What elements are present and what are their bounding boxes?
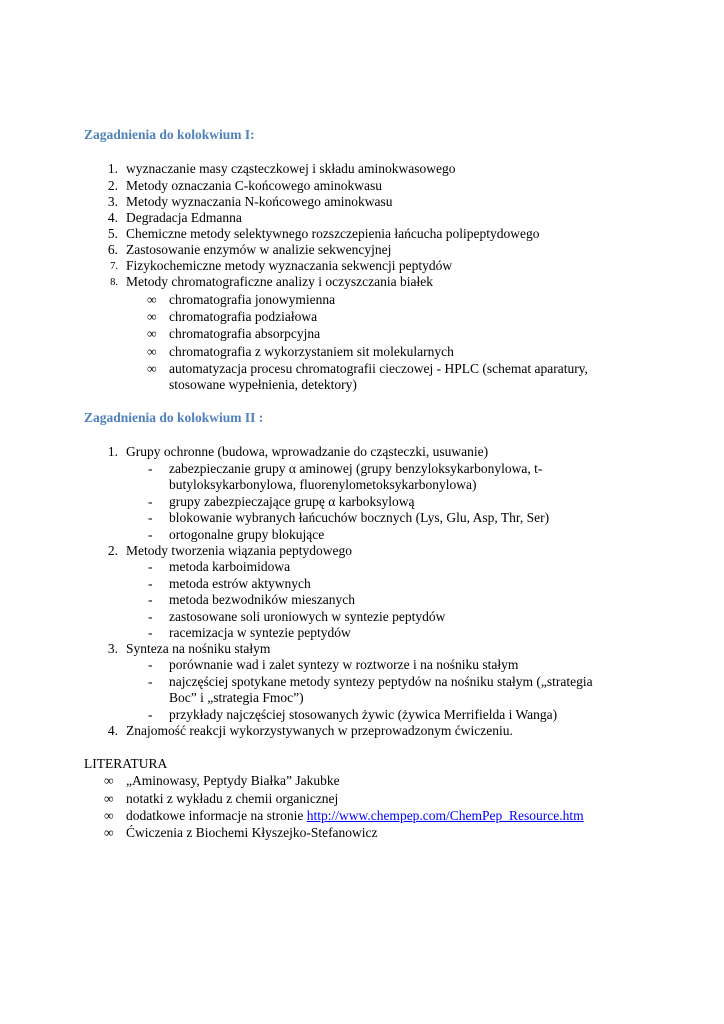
sub-list-item-continuation: Boc” i „strategia Fmoc”) — [169, 690, 304, 705]
section2-heading: Zagadnienia do kolokwium II : — [84, 410, 264, 425]
list-item: Metody oznaczania C-końcowego aminokwasu — [126, 178, 383, 193]
sub-list-item: blokowanie wybranych łańcuchów bocznych (Lys, Glu, Asp, Thr, Ser) — [169, 510, 550, 525]
list-item: Synteza na nośniku stałym — [126, 641, 271, 656]
sub-list-item: racemizacja w syntezie peptydów — [169, 625, 351, 640]
sub-list-item: chromatografia podziałowa — [169, 309, 318, 324]
dash-bullet: - — [148, 527, 153, 542]
infinity-bullet-icon: ∞ — [104, 773, 114, 788]
list-item: Metody tworzenia wiązania peptydowego — [126, 543, 353, 558]
sub-list-item: metoda bezwodników mieszanych — [169, 592, 355, 607]
dash-bullet: - — [148, 559, 153, 574]
infinity-bullet-icon: ∞ — [104, 791, 114, 806]
sub-list-item: chromatografia jonowymienna — [169, 292, 336, 307]
list-item: Fizykochemiczne metody wyznaczania sekwencji peptydów — [126, 258, 453, 273]
list-item: Metody chromatograficzne analizy i oczyszczania białek — [126, 274, 433, 289]
dash-bullet: - — [148, 592, 153, 607]
section1-heading: Zagadnienia do kolokwium I: — [84, 127, 255, 142]
chempep-link[interactable]: http://www.chempep.com/ChemPep_Resource.htm — [306, 808, 584, 823]
literature-item-text: dodatkowe informacje na stronie — [126, 808, 307, 823]
literature-item — [126, 808, 584, 824]
list-number: 7. — [110, 261, 118, 272]
literature-item: Ćwiczenia z Biochemi Kłyszejko-Stefanowicz — [126, 825, 378, 840]
infinity-bullet-icon: ∞ — [147, 292, 157, 307]
list-number: 3. — [107, 641, 118, 656]
list-item: Grupy ochronne (budowa, wprowadzanie do cząsteczki, usuwanie) — [126, 444, 489, 459]
list-number: 3. — [107, 194, 118, 209]
dash-bullet: - — [148, 625, 153, 640]
dash-bullet: - — [148, 494, 153, 509]
dash-bullet: - — [148, 609, 153, 624]
list-number: 2. — [107, 178, 118, 193]
sub-list-item: porównanie wad i zalet syntezy w roztworze i na nośniku stałym — [169, 657, 519, 672]
literature-item: „Aminowasy, Peptydy Białka” Jakubke — [126, 773, 340, 788]
list-number: 8. — [110, 277, 118, 288]
dash-bullet: - — [148, 461, 153, 476]
dash-bullet: - — [148, 657, 153, 672]
infinity-bullet-icon: ∞ — [147, 361, 157, 376]
dash-bullet: - — [148, 576, 153, 591]
list-item: Zastosowanie enzymów w analizie sekwencyjnej — [126, 242, 392, 257]
list-number: 1. — [107, 161, 118, 176]
literature-heading: LITERATURA — [84, 756, 168, 771]
dash-bullet: - — [148, 674, 153, 689]
list-item: Degradacja Edmanna — [126, 210, 242, 225]
list-number: 1. — [107, 444, 118, 459]
dash-bullet: - — [148, 510, 153, 525]
list-number: 6. — [107, 242, 118, 257]
infinity-bullet-icon: ∞ — [147, 344, 157, 359]
infinity-bullet-icon: ∞ — [104, 808, 114, 823]
sub-list-item: metoda estrów aktywnych — [169, 576, 311, 591]
sub-list-item-continuation: butyloksykarbonylowa, fluorenylometoksykarbonylowa) — [169, 477, 477, 492]
sub-list-item: przykłady najczęściej stosowanych żywic (żywica Merrifielda i Wanga) — [169, 707, 558, 722]
sub-list-item: chromatografia absorpcyjna — [169, 326, 321, 341]
literature-item: notatki z wykładu z chemii organicznej — [126, 791, 339, 806]
list-item: Metody wyznaczania N-końcowego aminokwasu — [126, 194, 393, 209]
list-number: 2. — [107, 543, 118, 558]
infinity-bullet-icon: ∞ — [147, 309, 157, 324]
sub-list-item: zastosowane soli uroniowych w syntezie peptydów — [169, 609, 446, 624]
sub-list-item: chromatografia z wykorzystaniem sit molekularnych — [169, 344, 454, 359]
list-item: wyznaczanie masy cząsteczkowej i składu aminokwasowego — [126, 161, 456, 176]
sub-list-item: grupy zabezpieczające grupę α karboksylową — [169, 494, 415, 509]
infinity-bullet-icon: ∞ — [147, 326, 157, 341]
sub-list-item-continuation: stosowane wypełnienia, detektory) — [169, 377, 357, 392]
sub-list-item: automatyzacja procesu chromatografii cieczowej - HPLC (schemat aparatury, — [169, 361, 588, 376]
sub-list-item: zabezpieczanie grupy α aminowej (grupy benzyloksykarbonylowa, t- — [169, 461, 543, 476]
list-number: 5. — [107, 226, 118, 241]
sub-list-item: najczęściej spotykane metody syntezy peptydów na nośniku stałym („strategia — [169, 674, 593, 689]
sub-list-item: ortogonalne grupy blokujące — [169, 527, 325, 542]
sub-list-item: metoda karboimidowa — [169, 559, 291, 574]
list-number: 4. — [107, 210, 118, 225]
dash-bullet: - — [148, 707, 153, 722]
list-number: 4. — [107, 723, 118, 738]
list-item: Znajomość reakcji wykorzystywanych w przeprowadzonym ćwiczeniu. — [126, 723, 513, 738]
list-item: Chemiczne metody selektywnego rozszczepienia łańcucha polipeptydowego — [126, 226, 540, 241]
infinity-bullet-icon: ∞ — [104, 825, 114, 840]
